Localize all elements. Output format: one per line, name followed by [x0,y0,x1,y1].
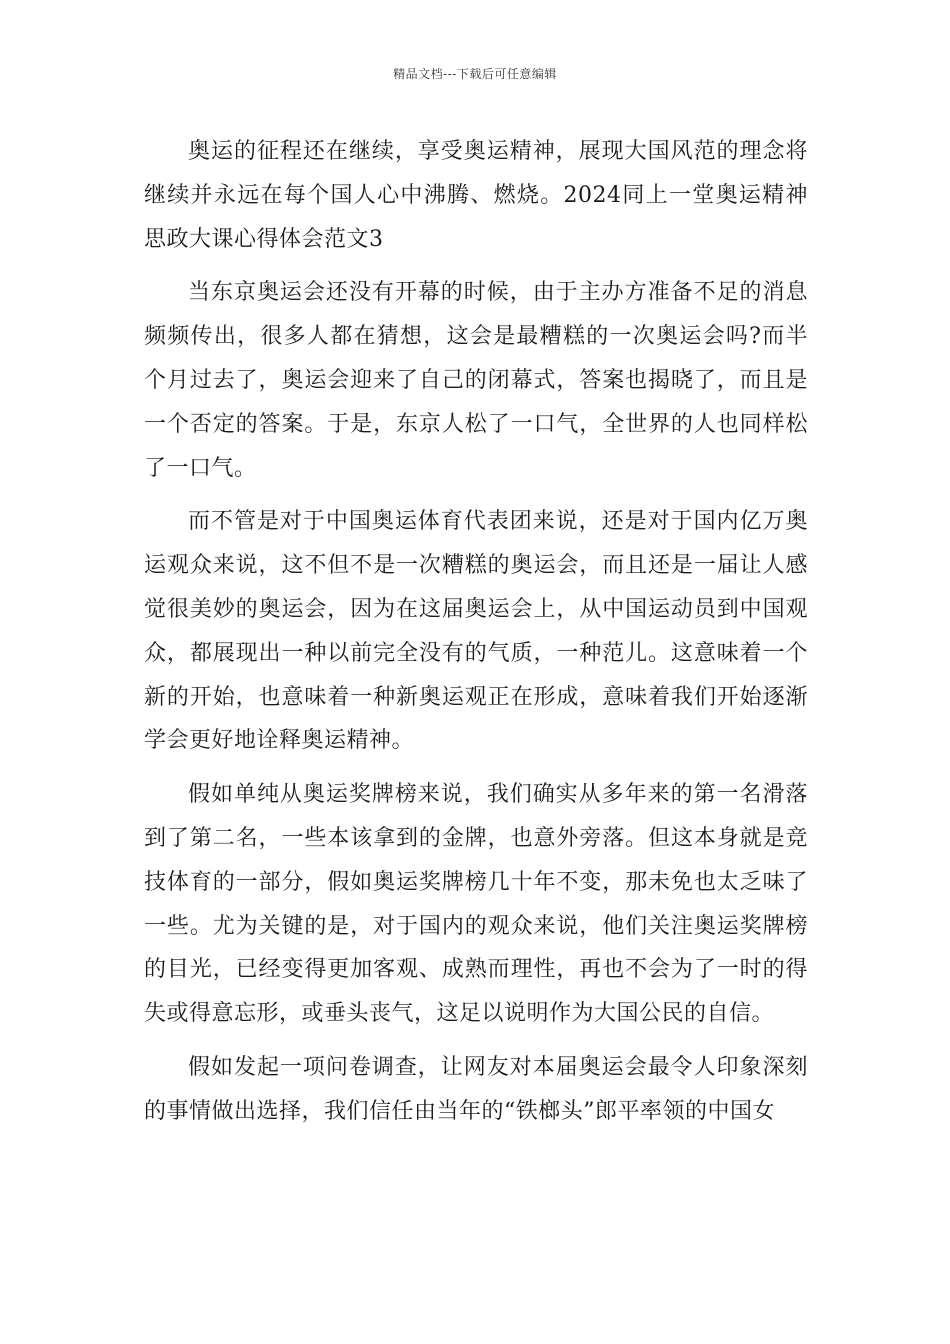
paragraph: 奥运的征程还在继续，享受奥运精神，展现大国风范的理念将继续并永远在每个国人心中沸腾、燃烧。2024同上一堂奥运精神思政大课心得体会范文3 [144,139,808,252]
paragraph: 假如单纯从奥运奖牌榜来说，我们确实从多年来的第一名滑落到了第二名，一些本该拿到的金牌，也意外旁落。但这本身就是竞技体育的一部分，假如奥运奖牌榜几十年不变，那未免也太乏味了一些。尤为关键的是，对于国内的观众来说，他们关注奥运奖牌榜的目光，已经变得更加客观、成熟而理性，再也不会为了一时的得失或得意忘形，或垂头丧气，这足以说明作为大国公民的自信。 [144,782,808,1027]
paragraph: 当东京奥运会还没有开幕的时候，由于主办方准备不足的消息频频传出，很多人都在猜想，这会是最糟糕的一次奥运会吗?而半个月过去了，奥运会迎来了自己的闭幕式，答案也揭晓了，而且是一个否定的答案。于是，东京人松了一口气，全世界的人也同样松了一口气。 [144,280,808,481]
document-body [144,130,808,1134]
page-header: 精品文档---下载后可任意编辑 [393,67,557,81]
paragraph: 而不管是对于中国奥运体育代表团来说，还是对于国内亿万奥运观众来说，这不但不是一次糟糕的奥运会，而且还是一届让人感觉很美妙的奥运会，因为在这届奥运会上，从中国运动员到中国观众，都展现出一种以前完全没有的气质，一种范儿。这意味着一个新的开始，也意味着一种新奥运观正在形成，意味着我们开始逐渐学会更好地诠释奥运精神。 [144,509,808,754]
paragraph: 假如发起一项问卷调查，让网友对本届奥运会最令人印象深刻的事情做出选择，我们信任由当年的“铁榔头”郎平率领的中国女 [144,1054,808,1124]
